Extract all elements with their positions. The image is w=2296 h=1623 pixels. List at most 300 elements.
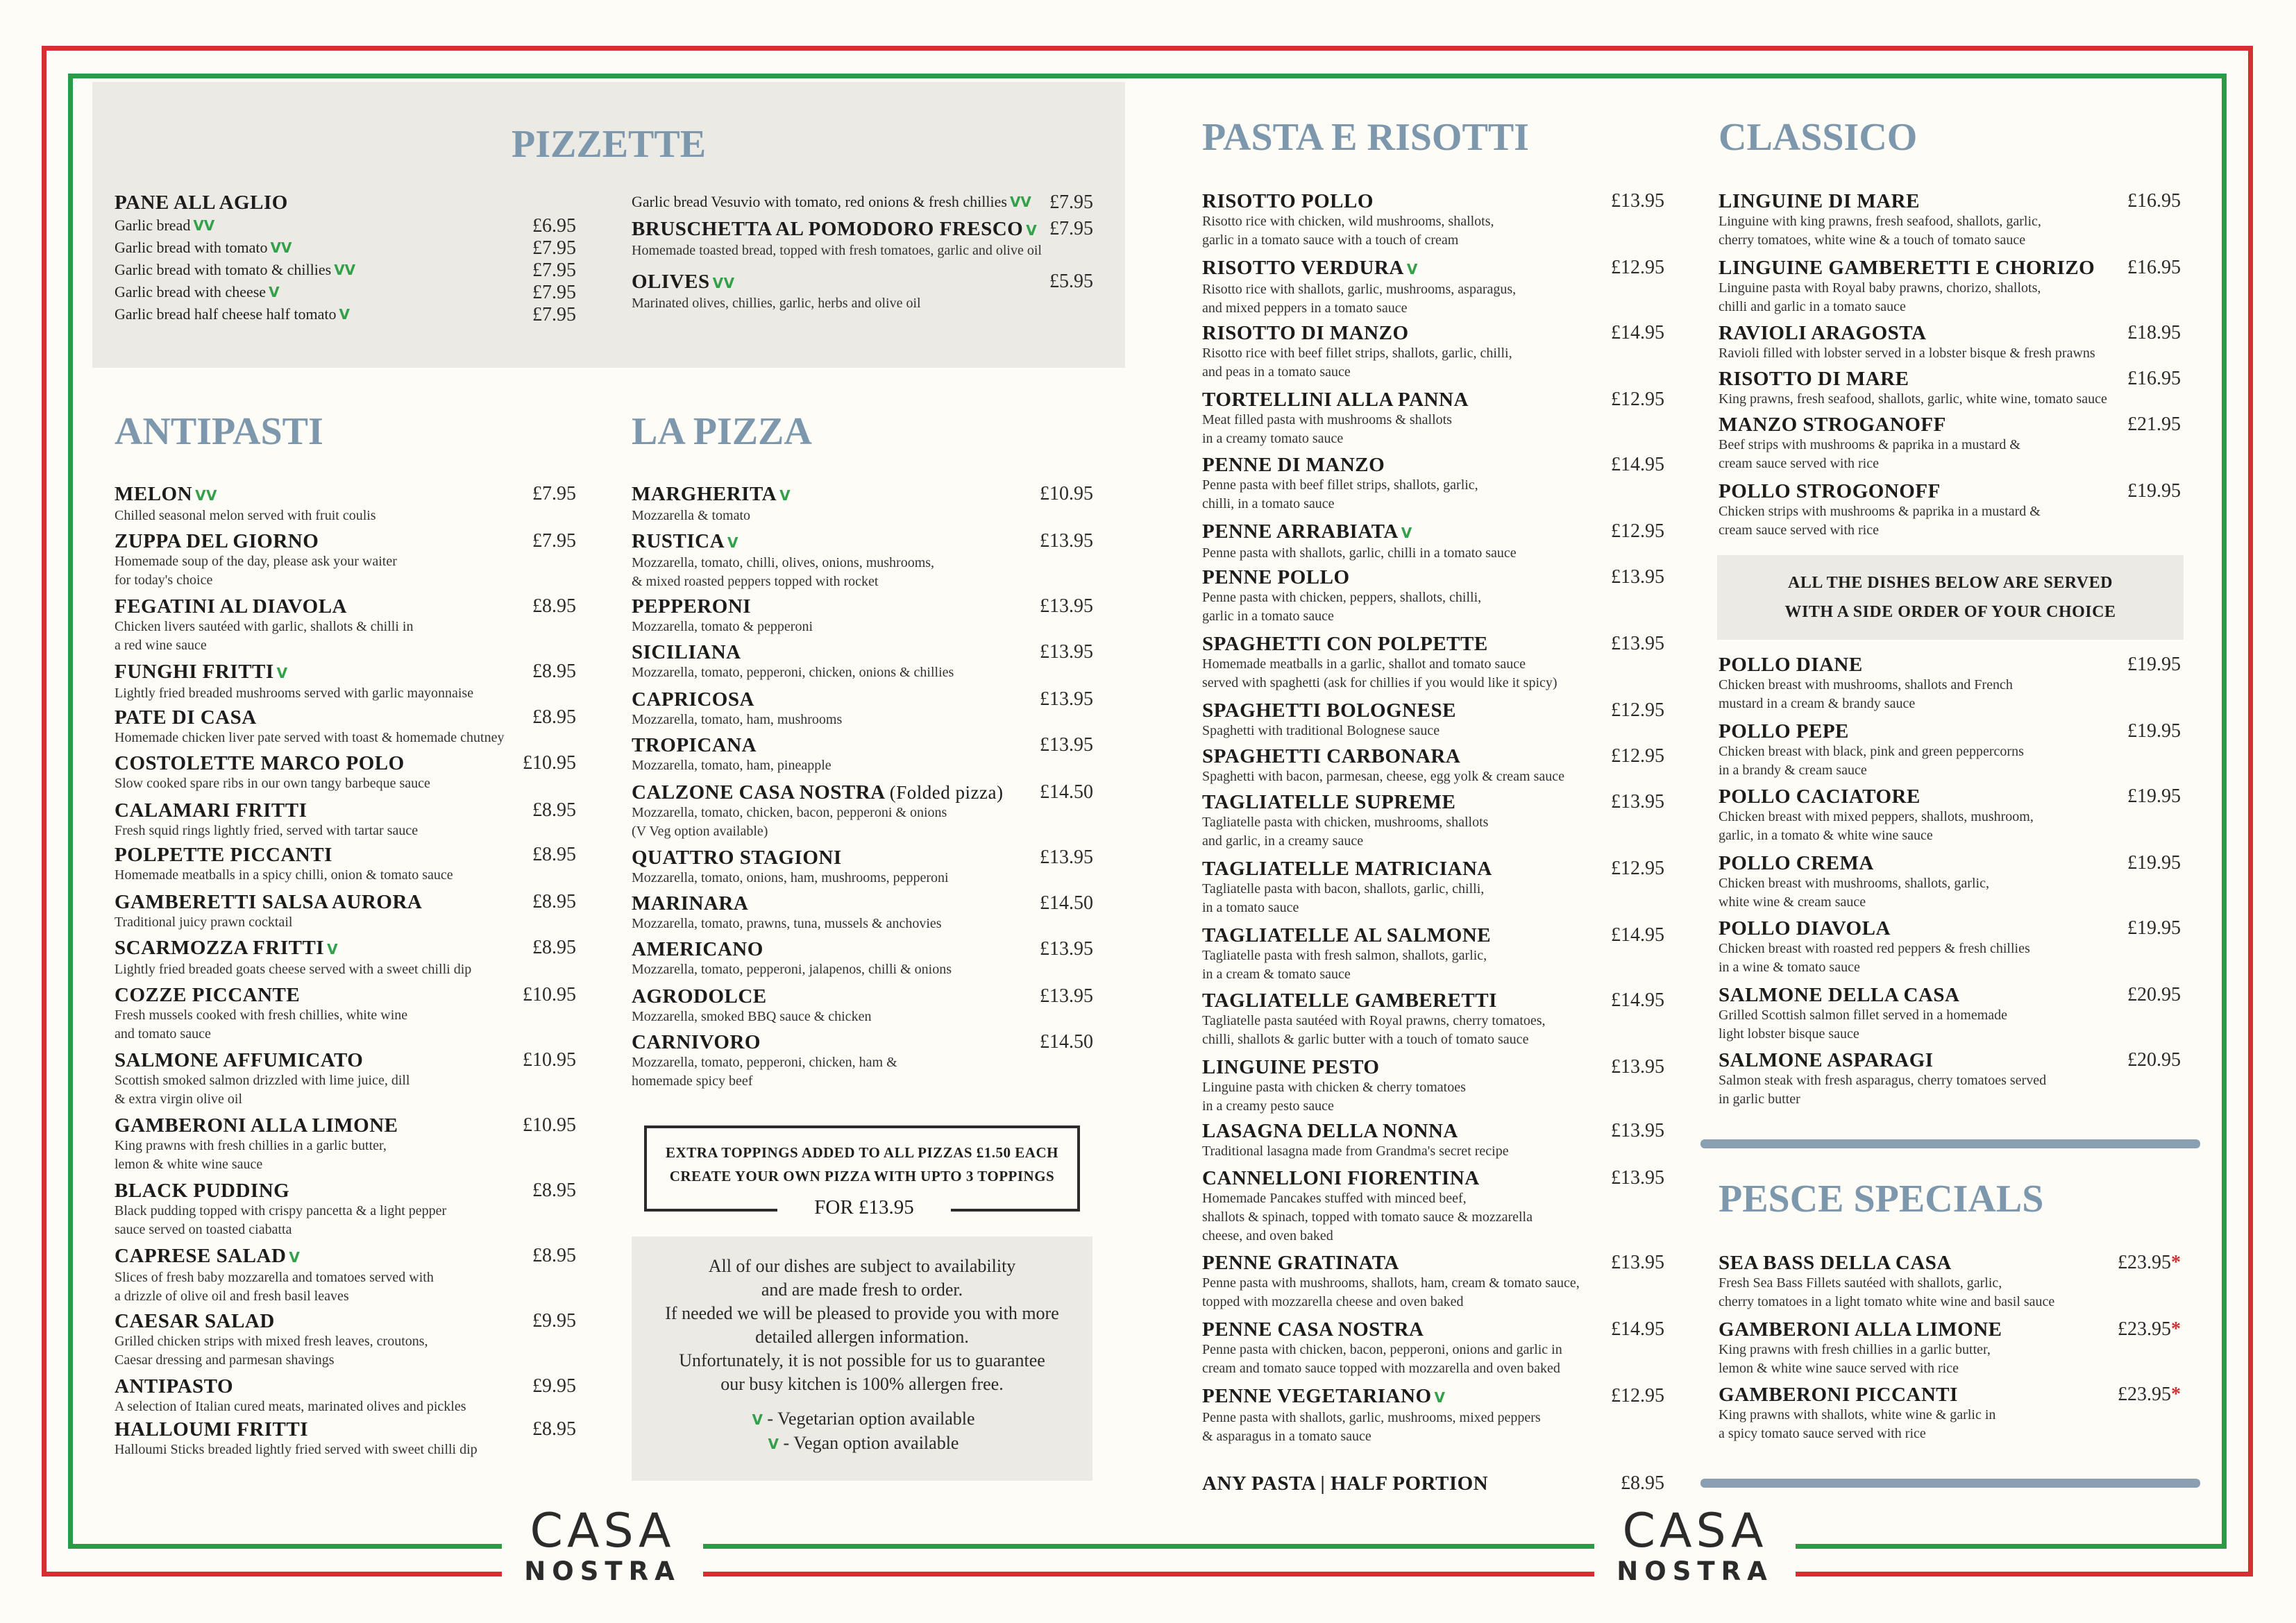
item-price-value: £23.95 — [2118, 1318, 2171, 1340]
item-description: Homemade Pancakes stuffed with minced beef, — [1202, 1191, 1467, 1206]
brand-line1: CASA — [530, 1504, 675, 1558]
brand-logo-right — [1594, 1506, 1796, 1596]
item-description: cream and tomato sauce topped with mozzarella and oven baked — [1202, 1361, 1560, 1376]
item-price-value: £20.95 — [2127, 984, 2181, 1005]
item-description: Chicken livers sautéed with garlic, shallots & chilli in — [115, 619, 414, 634]
item-price — [2118, 1384, 2181, 1406]
item-name: LINGUINE PESTO — [1202, 1056, 1380, 1078]
item-description: Chicken breast with roasted red peppers & fresh chillies — [1719, 941, 2030, 956]
item-name-row — [115, 483, 576, 507]
fegatini-al-diavola-item — [115, 595, 576, 655]
brand-line1: CASA — [1622, 1504, 1768, 1558]
spaghetti-con-polpette-item — [1202, 633, 1664, 692]
item-name-row — [632, 985, 1093, 1008]
section-divider — [1700, 1479, 2200, 1488]
item-price — [1040, 734, 1093, 756]
penne-casa-nostra-item — [1202, 1318, 1664, 1378]
item-price — [1040, 781, 1093, 804]
item-description: Mozzarella, tomato, prawns, tuna, mussels & anchovies — [632, 916, 942, 931]
item-price — [532, 595, 576, 618]
item-description: cream sauce served with rice — [1719, 456, 1879, 471]
item-price-value: £23.95 — [2118, 1252, 2171, 1273]
item-name: POLLO CREMA — [1719, 852, 1874, 874]
item-price — [2127, 720, 2181, 742]
tagliatelle-al-salmone-item — [1202, 924, 1664, 984]
melon-item — [115, 483, 576, 525]
allergen-line: our busy kitchen is 100% allergen free. — [720, 1374, 1004, 1394]
item-name-row — [1719, 480, 2181, 502]
penne-gratinata-item — [1202, 1252, 1664, 1311]
item-name: RISOTTO POLLO — [1202, 190, 1374, 212]
item-name: GAMBERONI ALLA LIMONE — [115, 1114, 398, 1137]
item-price — [1611, 454, 1664, 476]
item-description: Risotto rice with shallots, garlic, mushrooms, asparagus, — [1202, 282, 1517, 297]
item-price: £5.95 — [1049, 271, 1093, 292]
item-description: A selection of Italian cured meats, marinated olives and pickles — [115, 1399, 466, 1414]
item-price-value: £23.95 — [2118, 1384, 2171, 1405]
item-name-row — [115, 844, 576, 866]
linguine-gamberetti-e-chorizo-item — [1719, 257, 2181, 316]
item-price — [532, 1180, 576, 1202]
item-price-value: £13.95 — [1611, 190, 1664, 212]
item-description: King prawns with fresh chillies in a garlic butter, — [115, 1138, 387, 1153]
toppings-line2: CREATE YOUR OWN PIZZA WITH UPTO 3 TOPPINGS — [669, 1168, 1055, 1184]
risotto-pollo-item — [1202, 190, 1664, 250]
pollo-caciatore-item — [1719, 785, 2181, 845]
item-price — [2127, 917, 2181, 940]
item-name: TAGLIATELLE AL SALMONE — [1202, 924, 1492, 946]
option-price: £7.95 — [532, 304, 576, 325]
item-description: & mixed roasted peppers topped with rocket — [632, 574, 879, 589]
item-description: in a wine & tomato sauce — [1719, 960, 1860, 975]
item-price — [1040, 938, 1093, 960]
item-price — [2118, 1252, 2181, 1274]
item-name-row — [1202, 566, 1664, 588]
penne-vegetariano-item — [1202, 1385, 1664, 1446]
item-description: (V Veg option available) — [632, 824, 768, 839]
pesce-list — [1719, 1252, 2181, 1453]
item-name: PANE ALL AGLIO — [115, 192, 288, 214]
vegetarian-icon: V — [727, 534, 739, 551]
item-price-value: £13.95 — [1611, 633, 1664, 654]
spaghetti-bolognese-item — [1202, 699, 1664, 740]
rustica-item — [632, 530, 1093, 591]
item-description: Halloumi Sticks breaded lightly fried served with sweet chilli dip — [115, 1442, 478, 1457]
cozze-piccante-item — [115, 984, 576, 1044]
item-price — [1040, 1031, 1093, 1053]
item-name-row — [1719, 720, 2181, 742]
item-name: SPAGHETTI CARBONARA — [1202, 745, 1461, 767]
item-price — [2118, 1318, 2181, 1341]
pate-di-casa-item — [115, 706, 576, 747]
item-name: LASAGNA DELLA NONNA — [1202, 1120, 1458, 1142]
item-price — [1040, 892, 1093, 915]
item-price — [532, 483, 576, 505]
item-description: Slow cooked spare ribs in our own tangy barbeque sauce — [115, 776, 430, 791]
item-price — [1040, 985, 1093, 1008]
item-description: Penne pasta with mushrooms, shallots, ham, cream & tomato sauce, — [1202, 1275, 1580, 1291]
item-name-row — [115, 661, 576, 684]
item-description: Scottish smoked salmon drizzled with lime juice, dill — [115, 1073, 410, 1088]
item-description: shallots & spinach, topped with tomato sauce & mozzarella — [1202, 1209, 1533, 1225]
option-price: £6.95 — [532, 215, 576, 237]
garlic-option — [115, 304, 576, 325]
item-description: Traditional lasagna made from Grandma's secret recipe — [1202, 1144, 1509, 1159]
item-price-value: £13.95 — [1611, 566, 1664, 588]
item-price-value: £14.95 — [1611, 924, 1664, 946]
item-description: Tagliatelle pasta with chicken, mushrooms, shallots — [1202, 815, 1489, 830]
item-name: TROPICANA — [632, 734, 757, 756]
item-price-value: £13.95 — [1040, 985, 1093, 1007]
item-price-value: £12.95 — [1611, 1385, 1664, 1407]
allergen-notice — [632, 1237, 1092, 1481]
item-price-value: £14.50 — [1040, 781, 1093, 803]
item-price — [1611, 566, 1664, 588]
section-divider — [1700, 1139, 2200, 1148]
vegan-legend — [632, 1431, 1092, 1456]
cannelloni-fiorentina-item — [1202, 1167, 1664, 1246]
item-description: Caesar dressing and parmesan shavings — [115, 1352, 335, 1368]
option-price: £7.95 — [532, 282, 576, 303]
item-description: Fresh Sea Bass Fillets sautéed with shallots, garlic, — [1719, 1275, 2002, 1291]
item-name: LINGUINE DI MARE — [1719, 190, 1920, 212]
item-description: Chicken breast with mushrooms, shallots, garlic, — [1719, 876, 1989, 891]
item-name: BLACK PUDDING — [115, 1180, 290, 1202]
toppings-price: FOR £13.95 — [777, 1193, 951, 1221]
item-name-row — [1719, 368, 2181, 390]
item-price-value: £8.95 — [532, 1245, 576, 1266]
item-price-value: £13.95 — [1611, 791, 1664, 813]
item-name-row — [115, 1114, 576, 1137]
item-name-row — [1202, 1252, 1664, 1274]
antipasto-item — [115, 1375, 576, 1416]
item-name-row — [115, 595, 576, 618]
vegan-icon: V — [768, 1436, 779, 1452]
item-price-value: £12.95 — [1611, 520, 1664, 542]
item-description: Linguine pasta with Royal baby prawns, chorizo, shallots, — [1719, 280, 2041, 296]
item-name: POLLO CACIATORE — [1719, 785, 1921, 808]
item-name: RISOTTO DI MANZO — [1202, 322, 1409, 344]
item-description: Mozzarella, tomato, pepperoni, jalapenos, chilli & onions — [632, 962, 952, 977]
item-description: and garlic, in a creamy sauce — [1202, 833, 1364, 849]
vegetarian-icon: V — [1401, 525, 1412, 541]
item-price — [1611, 1385, 1664, 1407]
item-description: a drizzle of olive oil and fresh basil leaves — [115, 1289, 349, 1304]
garlic-option — [115, 282, 576, 303]
item-description: Beef strips with mushrooms & paprika in a mustard & — [1719, 437, 2020, 452]
item-price — [532, 1245, 576, 1267]
pesce-heading: PESCE SPECIALS — [1719, 1178, 2044, 1221]
option-label: Garlic bread — [115, 216, 191, 234]
item-description: Mozzarella, tomato, ham, pineapple — [632, 758, 832, 773]
item-price-value: £19.95 — [2127, 654, 2181, 675]
penne-arrabiata-item — [1202, 520, 1664, 563]
item-description: King prawns with fresh chillies in a garlic butter, — [1719, 1342, 1991, 1357]
pepperoni-item — [632, 595, 1093, 636]
item-price — [532, 1418, 576, 1441]
item-price-value: £13.95 — [1040, 847, 1093, 868]
item-name: PEPPERONI — [632, 595, 752, 618]
item-name: GAMBERETTI SALSA AURORA — [115, 891, 423, 913]
item-description: Tagliatelle pasta with bacon, shallots, garlic, chilli, — [1202, 881, 1485, 897]
item-description: cream sauce served with rice — [1719, 522, 1879, 538]
item-name: CANNELLONI FIORENTINA — [1202, 1167, 1480, 1189]
item-description: Penne pasta with shallots, garlic, chilli in a tomato sauce — [1202, 545, 1517, 561]
item-name: RAVIOLI ARAGOSTA — [1719, 322, 1927, 344]
item-price-value: £12.95 — [1611, 745, 1664, 767]
item-description: Mozzarella & tomato — [632, 508, 751, 523]
sea-bass-della-casa-item — [1719, 1252, 2181, 1311]
item-name: SALMONE DELLA CASA — [1719, 984, 1960, 1006]
item-price — [1611, 699, 1664, 722]
item-name-row — [1719, 1318, 2181, 1341]
item-name: TAGLIATELLE GAMBERETTI — [1202, 989, 1497, 1012]
item-description: lemon & white wine sauce — [115, 1157, 263, 1172]
item-name-row — [1202, 520, 1664, 544]
item-name: POLLO PEPE — [1719, 720, 1849, 742]
item-price-value: £20.95 — [2127, 1049, 2181, 1071]
item-description: King prawns with shallots, white wine & garlic in — [1719, 1407, 1996, 1422]
item-description: Mozzarella, tomato & pepperoni — [632, 619, 813, 634]
item-description: in a cream & tomato sauce — [1202, 967, 1351, 982]
item-price — [523, 1049, 576, 1071]
item-description: Chilled seasonal melon served with fruit coulis — [115, 508, 376, 523]
item-description: Risotto rice with chicken, wild mushrooms, shallots, — [1202, 214, 1494, 229]
item-description: Tagliatelle pasta sautéed with Royal prawns, cherry tomatoes, — [1202, 1013, 1546, 1028]
side-order-box — [1717, 555, 2184, 640]
item-description: Fresh mussels cooked with fresh chillies, white wine — [115, 1008, 408, 1023]
item-name: ANY PASTA | HALF PORTION — [1202, 1472, 1489, 1495]
item-name-row — [632, 734, 1093, 756]
item-description: Homemade meatballs in a spicy chilli, onion & tomato sauce — [115, 867, 453, 883]
item-description: cherry tomatoes in a light tomato white wine and basil sauce — [1719, 1294, 2055, 1309]
manzo-stroganoff-item — [1719, 414, 2181, 473]
item-price — [1611, 633, 1664, 655]
vegan-icon: VV — [270, 239, 292, 256]
item-price — [2127, 785, 2181, 808]
item-name-row — [1719, 917, 2181, 940]
item-name: CALZONE CASA NOSTRA — [632, 781, 885, 804]
allergen-line: and are made fresh to order. — [761, 1280, 963, 1300]
tagliatelle-supreme-item — [1202, 791, 1664, 851]
item-price — [1611, 520, 1664, 543]
item-price-value: £7.95 — [532, 530, 576, 552]
item-name-row — [115, 706, 576, 729]
item-name-row — [632, 1031, 1093, 1053]
spaghetti-carbonara-item — [1202, 745, 1664, 786]
item-description: Spaghetti with bacon, parmesan, cheese, egg yolk & cream sauce — [1202, 769, 1565, 784]
item-name-row — [632, 781, 1093, 804]
risotto-di-mare-item — [1719, 368, 2181, 409]
item-description: Fresh squid rings lightly fried, served with tartar sauce — [115, 823, 419, 838]
item-name-row — [115, 1180, 576, 1202]
funghi-fritti-item — [115, 661, 576, 703]
item-price — [1611, 1167, 1664, 1189]
gamberetti-salsa-aurora-item — [115, 891, 576, 932]
item-name: CARNIVORO — [632, 1031, 761, 1053]
item-description: white wine & cream sauce — [1719, 894, 1866, 910]
item-name: PENNE CASA NOSTRA — [1202, 1318, 1424, 1341]
item-price-value: £14.95 — [1611, 322, 1664, 343]
item-description: Mozzarella, tomato, chicken, bacon, pepperoni & onions — [632, 805, 947, 820]
item-name-row — [1202, 745, 1664, 767]
garlic-option — [115, 237, 576, 258]
item-price-value: £14.50 — [1040, 892, 1093, 914]
antipasti-list — [115, 483, 576, 1482]
item-name: COZZE PICCANTE — [115, 984, 301, 1006]
item-price-value: £7.95 — [532, 483, 576, 504]
item-price — [2127, 480, 2181, 502]
item-description: Lightly fried breaded goats cheese served with a sweet chilli dip — [115, 962, 472, 977]
item-price-value: £13.95 — [1040, 595, 1093, 617]
salmone-affumicato-item — [115, 1049, 576, 1109]
item-description: lemon & white wine sauce served with rice — [1719, 1361, 1959, 1376]
item-name: MELON — [115, 483, 193, 505]
item-name: SPAGHETTI BOLOGNESE — [1202, 699, 1456, 722]
item-price-value: £8.95 — [532, 661, 576, 682]
item-name: PENNE DI MANZO — [1202, 454, 1385, 476]
item-description: Marinated olives, chillies, garlic, herbs and olive oil — [632, 296, 921, 311]
item-description: & extra virgin olive oil — [115, 1091, 243, 1107]
classico-side-list — [1719, 654, 2181, 1125]
item-name: POLLO DIAVOLA — [1719, 917, 1891, 940]
allergen-line: Unfortunately, it is not possible for us to guarantee — [679, 1350, 1045, 1370]
tortellini-alla-panna-item — [1202, 389, 1664, 448]
item-name: FEGATINI AL DIAVOLA — [115, 595, 347, 618]
gamberoni-alla-limone-item — [1719, 1318, 2181, 1378]
item-price-value: £14.95 — [1611, 1318, 1664, 1340]
item-price — [1040, 483, 1093, 505]
item-price-value: £13.95 — [1040, 734, 1093, 756]
item-name-row — [632, 688, 1093, 711]
item-name-row — [1202, 190, 1664, 212]
item-price-value: £12.95 — [1611, 257, 1664, 278]
item-price-value: £10.95 — [523, 1049, 576, 1071]
star-icon: * — [2171, 1252, 2181, 1273]
bruschetta — [632, 218, 1093, 260]
item-price-value: £13.95 — [1611, 1167, 1664, 1189]
item-price-value: £8.95 — [532, 937, 576, 958]
vegetarian-icon: V — [289, 1249, 301, 1266]
item-name-row — [1719, 414, 2181, 436]
item-description: Penne pasta with chicken, peppers, shallots, chilli, — [1202, 590, 1482, 605]
item-name-row — [632, 892, 1093, 915]
item-name-row — [1202, 257, 1664, 280]
item-name: POLLO DIANE — [1719, 654, 1863, 676]
item-name: FUNGHI FRITTI — [115, 661, 274, 683]
vegetarian-icon: V — [1434, 1389, 1446, 1406]
item-description: in a creamy tomato sauce — [1202, 431, 1344, 446]
item-name-row — [632, 530, 1093, 554]
item-name: COSTOLETTE MARCO POLO — [115, 752, 405, 774]
item-price-value: £8.95 — [532, 844, 576, 865]
half-portion — [1202, 1472, 1664, 1495]
item-description: Grilled chicken strips with mixed fresh leaves, croutons, — [115, 1334, 428, 1349]
option-label: Garlic bread with cheese — [115, 283, 267, 300]
item-price — [2127, 852, 2181, 874]
item-name: POLPETTE PICCANTI — [115, 844, 332, 866]
item-name: BRUSCHETTA AL POMODORO FRESCO — [632, 218, 1024, 240]
pollo-crema-item — [1719, 852, 2181, 912]
olives — [632, 271, 1093, 313]
item-description: Homemade toasted bread, topped with fresh tomatoes, garlic and olive oil — [632, 243, 1042, 258]
vegetarian-icon: V — [327, 941, 339, 958]
item-price — [532, 799, 576, 822]
classico-list — [1719, 190, 2181, 551]
item-name-row — [115, 937, 576, 960]
item-name-row — [632, 641, 1093, 663]
item-name: AGRODOLCE — [632, 985, 767, 1008]
item-price — [1611, 257, 1664, 279]
item-name: CAPRICOSA — [632, 688, 754, 711]
item-name-row — [632, 483, 1093, 507]
tagliatelle-gamberetti-item — [1202, 989, 1664, 1049]
item-price — [1040, 847, 1093, 869]
allergen-line: detailed allergen information. — [755, 1327, 969, 1347]
item-name-row — [1202, 858, 1664, 880]
item-description: chilli, in a tomato sauce — [1202, 496, 1335, 511]
item-price — [2127, 984, 2181, 1006]
item-name-row — [1202, 1385, 1664, 1409]
item-price-value: £19.95 — [2127, 720, 2181, 742]
item-price — [1611, 989, 1664, 1012]
brand-line2: NOSTRA — [1617, 1556, 1773, 1586]
item-name-row — [115, 1418, 576, 1441]
garlic-option — [115, 260, 576, 280]
item-name-row — [115, 799, 576, 822]
vegetarian-legend-label: - Vegetarian option available — [767, 1409, 975, 1429]
item-name: CAPRESE SALAD — [115, 1245, 287, 1267]
item-description: mustard in a cream & brandy sauce — [1719, 696, 1916, 711]
item-price — [2127, 257, 2181, 279]
item-description: garlic in a tomato sauce — [1202, 609, 1334, 624]
item-price — [2127, 190, 2181, 212]
item-name-row — [1202, 633, 1664, 655]
item-description: garlic, in a tomato & white wine sauce — [1719, 828, 1933, 843]
item-price — [532, 1375, 576, 1397]
vegetarian-icon: V — [1026, 222, 1038, 239]
star-icon: * — [2171, 1384, 2181, 1405]
item-name-row — [1202, 989, 1664, 1012]
item-price — [1611, 745, 1664, 767]
item-price — [1611, 1318, 1664, 1341]
vegan-icon: VV — [712, 275, 735, 291]
item-price — [1040, 595, 1093, 618]
item-price-value: £10.95 — [523, 1114, 576, 1136]
item-name-row — [1719, 1252, 2181, 1274]
item-name-row — [1202, 322, 1664, 344]
item-price — [532, 891, 576, 913]
item-price-value: £19.95 — [2127, 785, 2181, 807]
item-name-row — [115, 752, 576, 774]
item-name-row — [1719, 257, 2181, 279]
vegetarian-icon: V — [1406, 261, 1418, 278]
item-description: Spaghetti with traditional Bolognese sauce — [1202, 723, 1440, 738]
item-name-row — [1202, 1056, 1664, 1078]
item-name-row — [1202, 389, 1664, 411]
item-description: in a brandy & cream sauce — [1719, 763, 1867, 778]
item-price — [1611, 322, 1664, 344]
item-price-value: £12.95 — [1611, 699, 1664, 721]
item-description: Linguine pasta with chicken & cherry tomatoes — [1202, 1080, 1466, 1095]
item-description: Mozzarella, smoked BBQ sauce & chicken — [632, 1009, 872, 1024]
vegan-legend-label: - Vegan option available — [783, 1433, 959, 1453]
marinara-item — [632, 892, 1093, 933]
item-price-value: £8.95 — [532, 799, 576, 821]
salmone-della-casa-item — [1719, 984, 2181, 1044]
item-price: £7.95 — [1049, 218, 1093, 239]
item-description: Tagliatelle pasta with fresh salmon, shallots, garlic, — [1202, 948, 1487, 963]
